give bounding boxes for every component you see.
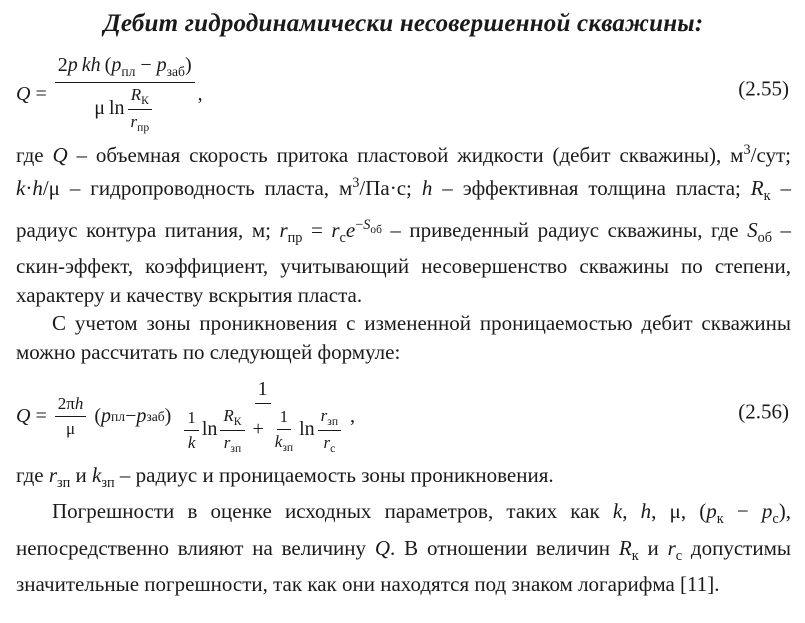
equation-2-56 (16, 373, 791, 461)
section-title: Дебит гидродинамически несовершенной скважины: (103, 10, 704, 37)
equation-2-55 (16, 52, 791, 136)
paragraph-zone: С учетом зоны проникновения с измененной проницаемостью дебит скважины можно рассчитать по следующей формуле: (16, 311, 791, 365)
paragraph-definitions: где Q – объемная скорость притока пластовой жидкости (дебит скважины), $м^3$/сут; k·h/μ – гидропроводность пласта, $м^3/Па\cdot с$; h – эффективная толщина пласта; $R_к$ – радиус контура питания, м; $r_{пр} = r_сe^{-S_{об}}$ – приведенный радиус скважины, где $S_{об}$ – скин-эффект, коэффициент, учитывающий несовершенство скважины по степени, характеру и качеству вскрытия пласта. (16, 136, 791, 309)
equation-number: (2.56) (738, 399, 789, 424)
equation-number: (2.55) (738, 76, 789, 101)
formula-render: Q = $\frac{2\pi h}{\mu}$ ( p пл − p заб ) 1 $\frac{1}{k}$ ln $\frac{R_К}{r_{зп}}$ + $\frac{1}{k_{зп}}$ ln $\frac{r_{зп}}{r_с}$ , (16, 378, 356, 456)
paragraph-text (16, 461, 17, 462)
formula-render: Q = 2p kh $(p_{пл} - p_{заб})$ μ ln $\frac{R_К}{r_{пр}}$ , (16, 54, 203, 134)
paragraph-errors: Погрешности в оценке исходных параметров, таких как k, h, μ, $(p_к - p_с)$, непосредственно влияют на величину Q. В отношении величин $R_к$ и $r_с$ допустимы значительные погрешности, так как они находятся под знаком логарифма [11]. (16, 499, 791, 597)
paragraph-text (16, 136, 17, 137)
paragraph-zone-definitions: где $r_{зп}$ и $k_{зп}$ – радиус и проницаемость зоны проникновения. (16, 462, 554, 491)
